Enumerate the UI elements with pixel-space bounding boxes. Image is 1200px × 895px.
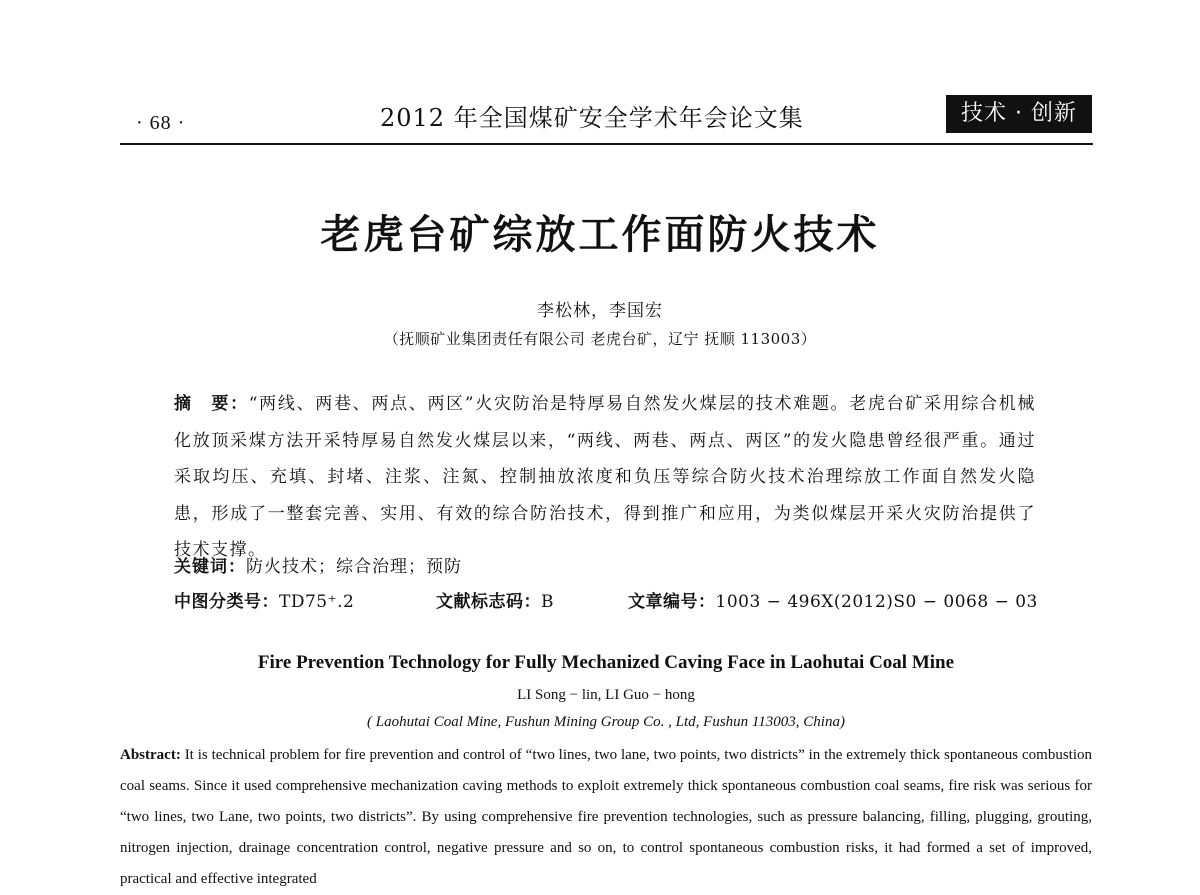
keywords-cn-text: 防火技术；综合治理；预防 [246,557,462,577]
affiliation-cn: （抚顺矿业集团责任有限公司 老虎台矿，辽宁 抚顺 113003） [383,330,817,348]
keywords-cn-label: 关键词： [174,557,246,577]
clc-number [174,587,354,612]
abstract-cn-text: “两线、两巷、两点、两区”火灾防治是特厚易自然发火煤层的技术难题。老虎台矿采用综合机械化放顶采煤方法开采特厚易自然发火煤层以来，“两线、两巷、两点、两区”的发火隐患曾经很严重。通过采取均压、充填、封堵、注浆、注氮、控制抽放浓度和负压等综合防火技术治理综放工作面自然发火隐患，形成了一整套完善、实用、有效的综合防治技术，得到推广和应用，为类似煤层开采火灾防治提供了技术支撑。 [174,394,1036,560]
abstract-en-label: Abstract: [120,747,181,763]
authors-cn: 李松林，李国宏 [537,301,663,321]
authors-en: LI Song − lin, LI Guo − hong [517,687,695,703]
article-id-label: 文章编号： [628,592,716,612]
document-code-value: B [541,592,554,612]
abstract-en [120,740,1092,895]
document-code-label: 文献标志码： [436,592,541,612]
clc-value: TD75⁺.2 [279,592,355,612]
abstract-cn [174,386,1036,569]
abstract-en-text: It is technical problem for fire prevention and control of “two lines, two lane, two points, two districts” in the extremely thick spontaneous combustion coal seams. Since it used comprehensive mechanization caving methods to exploit extremely thick spontaneous combustion coal seams, fire risk was serious for “two lines, two Lane, two points, two districts”. By using comprehensive fire prevention technologies, such as pressure balancing, filling, plugging, grouting, nitrogen injection, drainage concentration control, negative pressure and so on, to control spontaneous combustion risks, it had formed a set of improved, practical and effective integrated [120,747,1092,887]
affiliation-en: ( Laohutai Coal Mine, Fushun Mining Group Co. , Ltd, Fushun 113003, China) [367,714,845,730]
section-badge: 技术 · 创新 [946,95,1092,133]
article-id-value: 1003 − 496X(2012)S0 − 0068 − 03 [715,592,1038,612]
article-title-cn: 老虎台矿综放工作面防火技术 [320,212,880,258]
page-number: · 68 · [136,112,186,134]
keywords-cn [174,552,462,577]
abstract-cn-label: 摘 要： [174,394,249,414]
article-id [628,587,1038,612]
article-title-en: Fire Prevention Technology for Fully Mechanized Caving Face in Laohutai Coal Mine [257,652,955,673]
clc-label: 中图分类号： [174,592,279,612]
document-code [436,587,554,612]
running-title: 2012 年全国煤矿安全学术年会论文集 [380,104,804,132]
header-divider [120,143,1093,145]
